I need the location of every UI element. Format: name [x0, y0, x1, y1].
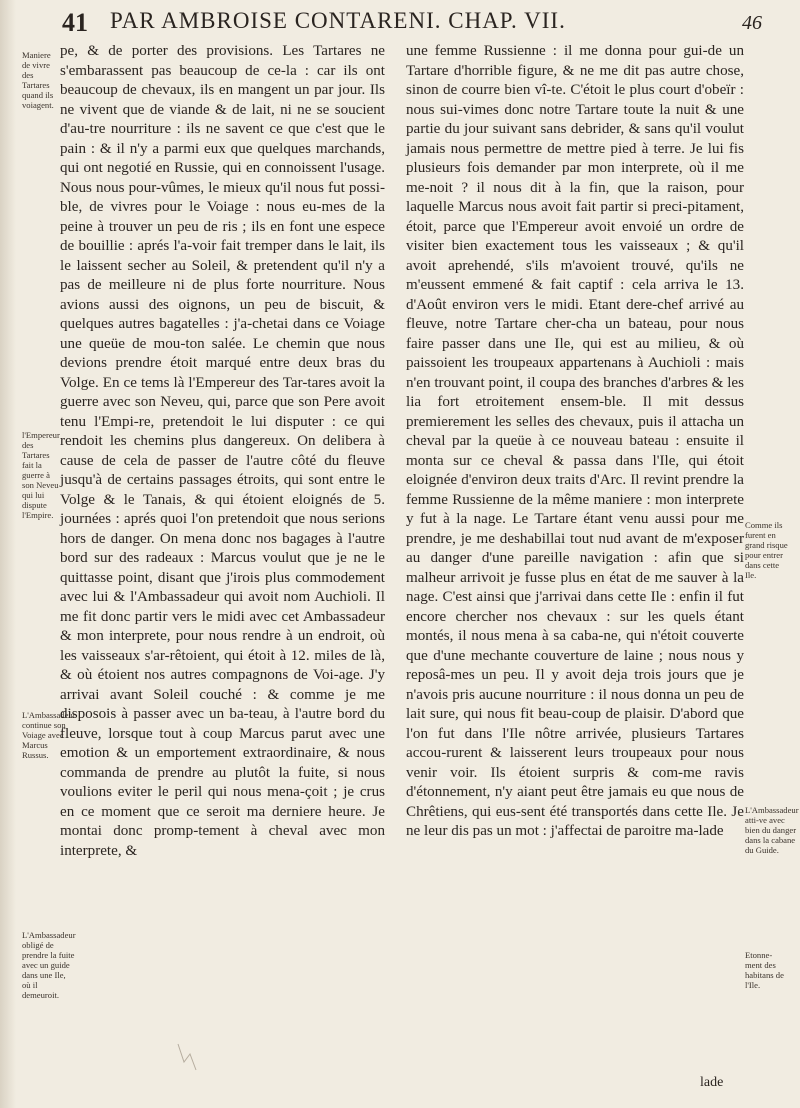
margin-note: Comme ils furent en grand risque pour entrer dans cette Ile. — [745, 520, 788, 580]
page-number-left: 41 — [62, 8, 88, 37]
margin-note: Etonne-ment des habitans de l'Ile. — [745, 950, 784, 990]
right-column — [406, 42, 744, 842]
margin-note: Maniere de vivre des Tartares quand ils voiagent. — [22, 50, 54, 110]
margin-note: l'Empereur des Tartares fait la guerre à son Neveu qui lui dispute l'Empire. — [22, 430, 60, 520]
margin-note: L'Ambassadeur atti-ve avec bien du danger dans la cabane du Guide. — [745, 805, 799, 855]
right-column-text: une femme Russienne : il me donna pour gui-de un Tartare d'horrible figure, & ne me dit pas autre chose, sinon de courre bien vî-te. C'étoit le plus court d'obeïr : nous sui-vimes donc notre Tartare toute la nuit & une partie du jour suivant sans debrider, & sans qu'il voulut jamais nous permettre de mettre pied à terre. Je lui fis plusieurs fois demander par mon interprete, où il me me-noit ? il nous dit à la fin, que la raison, pour laquelle Marcus nous avoit fait partir si preci-pitament, étoit, parce que l'Empereur avoit envoié un ordre de visiter bien exactement tous les vaisseaux ; & qu'il avoit aprehendé, s'ils m'avoient trouvé, qu'ils ne m'eussent emmené & fait captif : cela arriva le 13. d'Août environ vers le midi. Etant dere-chef arrivé au fleuve, notre Tartare cher-cha un bateau, pour nous faire passer dans une Ile, qui est au milieu, & où paissoient les troupeaux appartenans à Auchioli : mais n'en trouvant point, il coupa des branches d'arbres & les lia fort etroitement ensem-ble. Il mit dessus premierement les selles des chevaux, puis il attacha un cheval par la queüe à ce nouveau bateau : ensuite il monta sur ce cheval & passa dans l'Ile, qui étoit eloignée d'environ deux traits d'Arc. Il revint prendre la femme Russienne de la même maniere : mon interprete y fut à la nage. Le Tartare étant venu aussi pour me prendre, je me deshabillai tout nud avant de m'exposer au danger d'une pareille navigation : afin que si malheur arrivoit je fusse plus en état de me sauver à la nage. C'est ainsi que j'arrivai dans cette Ile : enfin il fut encore chercher nos chevaux : sur les quels étant montés, il nous mena à sa caba-ne, qui n'étoit couverte que d'une mechante couverture de laine ; nous nous y reposâ-mes un peu. Il y avoit deja trois jours que je n'avois pris aucune nourriture : il nous donna un peu de lait sure, qui nous fit beau-coup de plaisir. D'abord que l'on fut dans l'Ile nôtre arrivée, plusieurs Tartares accou-rurent & laisserent leurs troupeaux pour nous venir voir. Ils étoient surpris & com-me ravis d'étonnement, n'y aiant peut être jamais eu que nous de Chrêtiens, qui eus-sent été transportés dans cette Ile. Je ne leur dis pas un mot : j'affectai de paroitre ma-lade — [406, 43, 744, 839]
page-number-right: 46 — [742, 12, 762, 34]
margin-note: L'Ambassadeur continue son Voiage avec Marcus Russus. — [22, 710, 76, 760]
catchword: lade — [700, 1075, 724, 1090]
margin-note: L'Ambassadeur obligé de prendre la fuite avec un guide dans une Ile, où il demeuroit. — [22, 930, 76, 1000]
pencil-mark-icon — [170, 1040, 210, 1080]
left-column — [60, 42, 385, 861]
left-column-text: pe, & de porter des provisions. Les Tartares ne s'embarassent pas beaucoup de ce-la : car ils ont beaucoup de chevaux, ils en mangent un par jour. Ils ne vivent que de viande & de lait, ni ne se soucient d'au-tre nourriture : ils ne savent ce que c'est que le pain : & il n'y a parmi eux que quelques marchands, qui ont negotié en Russie, qui en connoissent l'usage. Nous nous pour-vûmes, le mieux qu'il nous fut possi-ble, de vivres pour le Voiage : nous eu-mes de la peine à trouver un peu de ris ; ils en font une espece de bouillie : aprés l'a-voir fait tremper dans le lait, ils le laissent secher au Soleil, & pretendent qu'il n'y a pas de meilleure ni de plus forte nourriture. Nous avions aussi des oignons, un peu de biscuit, & quelques autres bagatelles : j'a-chetai dans ce Voiage une queüe de mou-ton salée. Le chemin que nous devions prendre étoit marqué entre deux bras du Volge. En ce tems là l'Empereur des Tar-tares avoit la guerre avec son Neveu, qui, parce que son Pere avoit tenu l'Empi-re, pretendoit le lui disputer : ce qui rendoit les chemins plus dangereux. On delibera à cause de cela de passer de l'autre côté du fleuve jusqu'à de certains passages étroits, qui sont entre le Volge & le Tanais, & qui étoient eloignés de 5. journées : aprés quoi l'on pretendoit que nous serions hors de danger. On mena donc nos bagages à l'autre bord sur des radeaux : Marcus voulut que je ne le quittasse point, disant que j'irois plus commodement avec lui & l'Ambassadeur qui avoit nom Auchioli. Il me fit donc partir vers le midi avec cet Ambassadeur & mon interprete, pour nous rendre à un endroit, où les vaisseaux s'ar-rêtoient, qui étoit à 12. miles de là, & où étoient nos autres compagnons de Voi-age. J'y arrivai avant Soleil couché : & comme je me disposois à passer avec un ba-teau, à l'autre bord du fleuve, lorsque tout à coup Marcus parut avec une emotion & un emportement extraordinaire, & nous commanda de prendre au plutôt la fuite, si nous voulions eviter le peril qui nous mena-çoit ; je crus en ce moment que ce seroit ma derniere heure. Je montai donc promp-tement à cheval avec mon interprete, & — [60, 43, 385, 859]
page-header — [62, 8, 762, 42]
running-title: PAR AMBROISE CONTARENI. CHAP. VII. — [110, 8, 566, 33]
scan-edge — [0, 0, 16, 1108]
